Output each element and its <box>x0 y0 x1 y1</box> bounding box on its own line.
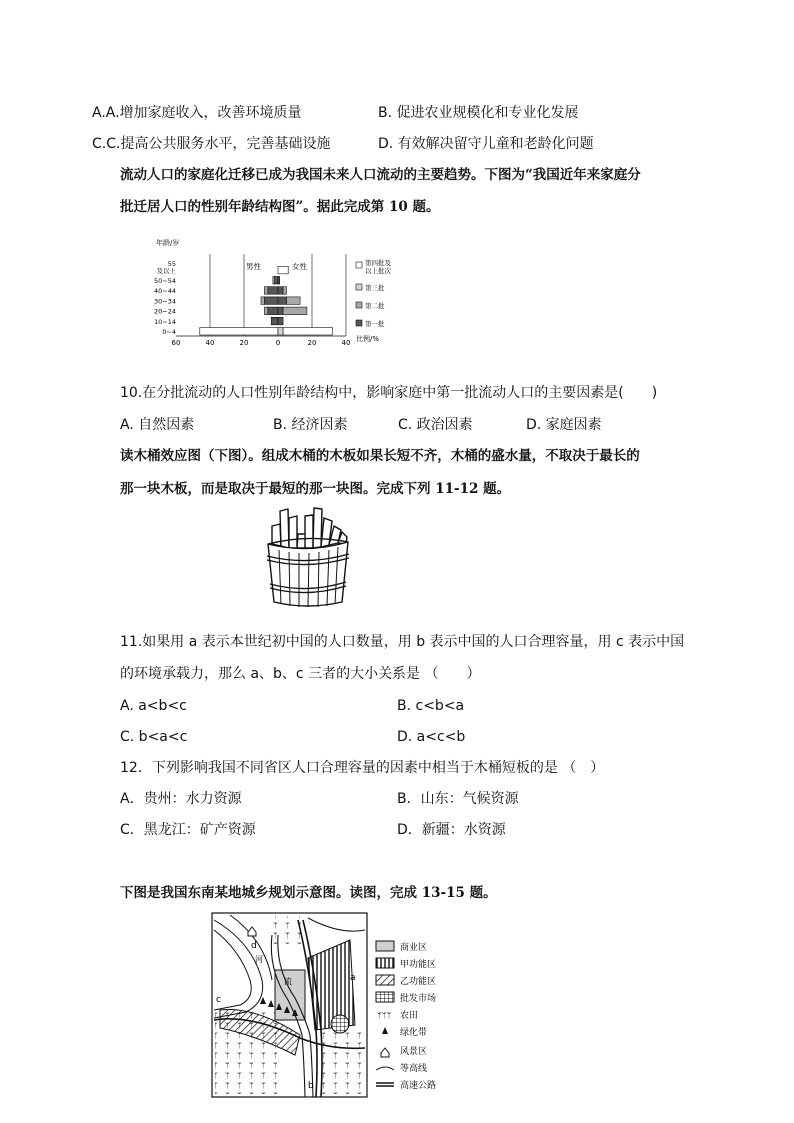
female-bar <box>278 317 283 325</box>
wooden-bucket-illustration <box>262 506 352 612</box>
female-bar <box>283 287 286 295</box>
x-tick-label: 40 <box>341 339 351 347</box>
map-legend-yi: 乙功能区 <box>400 977 437 987</box>
q11-stem-line1: 11.如果用 a 表示本世纪初中国的人口数量，用 b 表示中国的人口合理容量，用 c 表示中国 <box>120 634 685 650</box>
intro-q10-line1: 流动人口的家庭化迁移已成为我国未来人口流动的主要趋势。下图为“我国近年来家庭分 <box>120 167 641 183</box>
y-tick-label: 10~14 <box>154 317 176 326</box>
male-bar <box>261 297 264 305</box>
legend-label: 第二批 <box>365 302 385 310</box>
map-legend-contour: 等高线 <box>400 1064 428 1074</box>
male-bar <box>268 287 278 295</box>
male-bar <box>200 328 278 336</box>
chart-y-label: 年龄/岁 <box>156 239 180 247</box>
map-label-stream: 流 <box>284 977 292 986</box>
map-label-a: a <box>350 973 356 983</box>
x-tick-label: 20 <box>239 339 249 347</box>
female-bar <box>278 328 283 336</box>
y-tick-label: 0~4 <box>162 328 176 336</box>
chart-male-label: 男性 <box>246 262 261 271</box>
q12-option-b: B．山东：气候资源 <box>397 791 519 807</box>
y-tick-label: 40~44 <box>154 287 176 296</box>
legend-swatch <box>356 284 362 290</box>
female-bar <box>278 266 288 274</box>
female-bar <box>278 307 283 315</box>
map-legend-jia: 甲功能区 <box>400 960 437 970</box>
map-legend-commercial: 商业区 <box>400 943 428 953</box>
chart-x-label: 比例/% <box>356 335 380 343</box>
q10-option-c: C. 政治因素 <box>398 417 473 433</box>
male-bar <box>271 317 278 325</box>
intro-q11-line2: 那一块木板，而是取决于最短的那一块图。完成下列 11-12 题。 <box>120 481 511 497</box>
map-label-d: d <box>251 941 257 951</box>
map-label-b: b <box>308 1081 314 1091</box>
q12-option-d: D．新疆：水资源 <box>397 822 506 838</box>
male-bar <box>264 307 267 315</box>
intro-q13-line1: 下图是我国东南某地城乡规划示意图。读图，完成 13-15 题。 <box>120 885 497 901</box>
population-pyramid-chart <box>150 232 410 350</box>
y-tick-label: 及以上 <box>156 266 176 275</box>
planning-map <box>200 910 490 1100</box>
q10-option-a: A. 自然因素 <box>120 417 195 433</box>
legend-swatch <box>356 302 362 308</box>
legend-label: 第四批及 <box>365 259 391 267</box>
map-legend-greenbelt: 绿化带 <box>400 1028 428 1038</box>
x-tick-label: 20 <box>307 339 317 347</box>
q12-option-c: C．黑龙江：矿产资源 <box>120 822 256 838</box>
q10-option-b: B. 经济因素 <box>273 417 348 433</box>
x-tick-label: 0 <box>275 339 281 347</box>
chart-female-label: 女性 <box>292 262 307 271</box>
q9-option-b: B. 促进农业规模化和专业化发展 <box>378 105 579 121</box>
y-tick-label: 50~54 <box>154 277 176 285</box>
q11-stem-line2: 的环境承载力，那么 a、b、c 三者的大小关系是 （ ） <box>120 666 481 682</box>
q9-option-d: D. 有效解决留守儿童和老龄化问题 <box>378 136 594 152</box>
legend-label: 以上批次 <box>365 267 391 275</box>
y-tick-label: 20~24 <box>154 307 176 316</box>
male-bar <box>264 287 267 295</box>
y-tick-label: 30~34 <box>154 297 176 306</box>
q9-option-a: A.A.增加家庭收入，改善环境质量 <box>92 105 302 121</box>
svg-text:ᛘᛘᛘ: ᛘᛘᛘ <box>377 1011 392 1020</box>
q11-option-a: A. a<b<c <box>120 698 187 714</box>
map-legend-wholesale: 批发市场 <box>400 994 437 1004</box>
male-bar <box>268 307 278 315</box>
x-tick-label: 40 <box>205 339 215 347</box>
map-legend-scenic: 风景区 <box>400 1047 428 1057</box>
male-bar <box>264 297 278 305</box>
q9-option-c: C.C.提高公共服务水平，完善基础设施 <box>92 136 331 152</box>
map-legend-expressway: 高速公路 <box>400 1081 437 1091</box>
male-bar <box>273 277 275 285</box>
legend-swatch <box>356 320 362 326</box>
map-legend-farmland: 农田 <box>400 1011 419 1021</box>
female-bar <box>287 297 301 305</box>
legend-label: 第一批 <box>365 320 385 328</box>
q11-option-d: D. a<c<b <box>397 729 466 745</box>
y-tick-label: 55 <box>167 259 176 268</box>
q10-option-d: D. 家庭因素 <box>526 417 602 433</box>
legend-label: 第三批 <box>365 284 385 292</box>
q12-stem: 12．下列影响我国不同省区人口合理容量的因素中相当于木桶短板的是 （ ） <box>120 760 605 776</box>
map-legend <box>376 941 436 1091</box>
q12-option-a: A．贵州：水力资源 <box>120 791 242 807</box>
q10-stem: 10.在分批流动的人口性别年龄结构中，影响家庭中第一批流动人口的主要因素是( ) <box>120 385 658 401</box>
q11-option-b: B. c<b<a <box>397 698 465 714</box>
female-bar <box>278 287 283 295</box>
map-label-c: c <box>216 995 221 1005</box>
female-bar <box>283 328 332 336</box>
legend-swatch <box>356 262 362 268</box>
intro-q10-line2: 批迁居人口的性别年龄结构图”。据此完成第 10 题。 <box>120 199 440 215</box>
x-tick-label: 60 <box>171 339 181 347</box>
female-bar <box>278 277 280 285</box>
map-label-river: 河 <box>255 955 263 964</box>
male-bar <box>275 277 278 285</box>
q11-option-c: C. b<a<c <box>120 729 188 745</box>
female-bar <box>283 307 307 315</box>
intro-q11-line1: 读木桶效应图（下图）。组成木桶的木板如果长短不齐，木桶的盛水量，不取决于最长的 <box>120 448 640 464</box>
female-bar <box>278 297 287 305</box>
